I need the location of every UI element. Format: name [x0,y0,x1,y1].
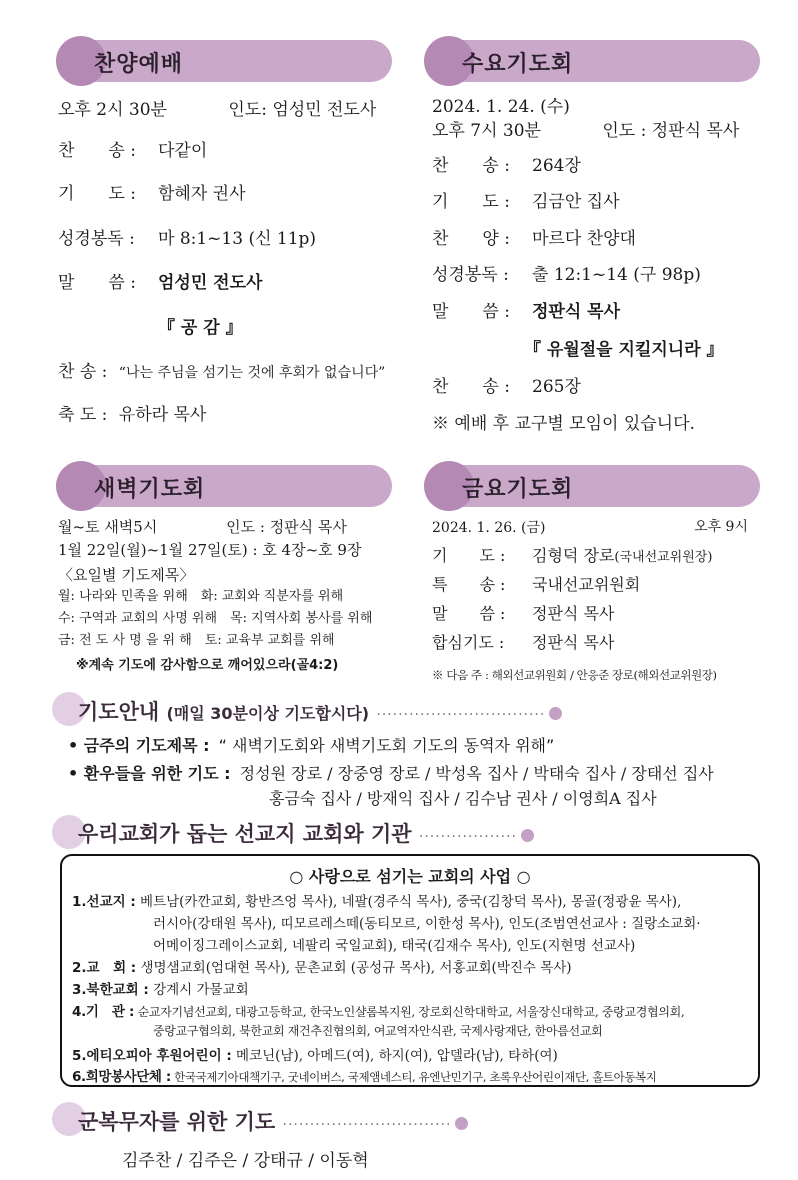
weekly-prayer-label: • 금주의 기도제목 : [68,736,210,755]
patients-line-2: 홍금숙 집사 / 방재익 집사 / 김수남 권사 / 이영희A 집사 [269,789,657,808]
sunday-worship-title: 찬양예배 [94,52,184,77]
missions-box-title: ○ 사랑으로 섬기는 교회의 사업 ○ [289,867,531,886]
prayer-guide-end-dot [549,707,562,720]
wednesday-time: 오후 7시 30분 [432,121,541,141]
dawn-topic-row: 금: 전 도 사 명 을 위 해 토: 교육부 교회를 위해 [58,633,335,648]
friday-item: 기 도 : 김형덕 장로(국내선교위원장) [432,546,713,565]
military-end-dot [455,1117,468,1130]
military-title: 군복무자를 위한 기도 [78,1110,276,1134]
wednesday-closing-hymn: 찬 송 : 265장 [432,377,581,397]
sunday-worship-header [62,40,392,82]
prayer-guide-title: 기도안내 [78,700,160,724]
mission-row-cont: 어메이징그레이스교회, 네팔리 국일교회), 태국(김재수 목사), 인도(지현명 선교사) [153,938,636,954]
sunday-worship-item: 성경봉독 : 마 8:1~13 (신 11p) [58,229,317,249]
sunday-benediction-value: 유하라 목사 [118,405,207,425]
mission-row: 2.교 회 : 생명샘교회(엄대현 목사), 문촌교회 (공성규 목사), 서홍교회(박진수 목사) [72,960,572,976]
mission-row: 1.선교지 : 베트남(카깐교회, 황반즈엉 목사), 네팔(경주식 목사), 중국(김창덕 목사), 몽골(정광윤 목사), [72,894,682,910]
dawn-leader: 인도 : 정판식 목사 [226,518,347,536]
sunday-worship-time: 오후 2시 30분 [58,100,167,120]
patients-line-1: 정성원 장로 / 장중영 장로 / 박성옥 집사 / 박태숙 집사 / 장태선 집사 [239,764,714,783]
friday-time: 오후 9시 [694,519,748,535]
sunday-hymn-label: 찬 송 : [58,362,108,382]
sunday-worship-item: 말 씀 : 엄성민 전도사 [58,273,263,293]
dawn-prayer-header [62,465,392,507]
dawn-topics-title: 〈요일별 기도제목〉 [58,566,195,584]
friday-date: 2024. 1. 26. (금) [432,520,546,536]
missions-end-dot [521,829,534,842]
wednesday-item: 찬 양 : 마르다 찬양대 [432,229,636,249]
friday-item: 합심기도 : 정판식 목사 [432,633,615,652]
dawn-schedule: 월~토 새벽5시 [58,518,158,536]
sunday-worship-item: 기 도 : 함혜자 권사 [58,184,246,204]
mission-row-cont: 러시아(강태원 목사), 띠모르레스떼(동티모르, 이한성 목사), 인도(조범연선교사 : 질랑소교회· [153,916,701,932]
wednesday-prayer-title: 수요기도회 [462,52,574,77]
sunday-worship-item: 찬 송 : 다같이 [58,141,208,161]
mission-row-cont: 중랑교구협의회, 북한교회 재건추진협의회, 여교역자안식관, 국제사랑재단, 한아름선교회 [153,1024,603,1038]
dawn-topic-row: 수: 구역과 교회의 사명 위해 목: 지역사회 봉사를 위해 [58,611,373,626]
wednesday-prayer-header [430,40,760,82]
friday-prayer-title: 금요기도회 [462,477,574,502]
wednesday-sermon-title: 『 유월절을 지킬지니라 』 [524,340,724,360]
mission-row: 6.희망봉사단체 : 한국국제기아대책기구, 굿네이버스, 국제앰네스티, 유엔난민기구, 초록우산어린이재단, 홀트아동복지 [72,1069,657,1085]
missions-title: 우리교회가 돕는 선교지 교회와 기관 [78,822,412,846]
military-header: 군복무자를 위한 기도 ······························· [78,1106,468,1136]
wednesday-date: 2024. 1. 24. (수) [432,97,570,117]
wednesday-note: ※ 예배 후 교구별 모임이 있습니다. [432,414,695,434]
prayer-guide-header: 기도안내 (매일 30분이상 기도합시다) ······························· [78,696,562,726]
wednesday-item: 찬 송 : 264장 [432,156,581,176]
wednesday-item: 기 도 : 김금안 집사 [432,192,620,212]
wednesday-item: 성경봉독 : 출 12:1~14 (구 98p) [432,265,701,285]
friday-item: 특 송 : 국내선교위원회 [432,575,641,594]
dawn-prayer-title: 새벽기도회 [94,477,206,502]
sunday-worship-leader: 인도: 엄성민 전도사 [228,100,377,120]
friday-item: 말 씀 : 정판식 목사 [432,604,615,623]
military-names: 김주찬 / 김주은 / 강태규 / 이동혁 [122,1151,369,1171]
mission-row: 5.에티오피아 후원어린이 : 메코닌(남), 아메드(여), 하지(여), 압델라(남), 타하(여) [72,1048,558,1064]
friday-prayer-header [430,465,760,507]
weekly-prayer-value: “ 새벽기도회와 새벽기도회 기도의 동역자 위해” [218,736,555,755]
patients-prayer-label: • 환우들을 위한 기도 : [68,764,231,783]
wednesday-leader: 인도 : 정판식 목사 [602,121,740,141]
friday-next-week: ※ 다음 주 : 해외선교위원회 / 안응준 장로(해외선교위원장) [432,668,717,682]
missions-header: 우리교회가 돕는 선교지 교회와 기관 ·················· [78,818,534,848]
wednesday-item: 말 씀 : 정판식 목사 [432,302,621,322]
dawn-verse: ※계속 기도에 감사함으로 깨어있으라(골4:2) [76,658,339,673]
sunday-benediction-label: 축 도 : [58,405,108,425]
dawn-topic-row: 월: 나라와 민족을 위해 화: 교회와 직분자를 위해 [58,589,344,604]
mission-row: 4.기 관 : 순교자기념선교회, 대광고등학교, 한국노인샬롬복지원, 장로회신학대학교, 서울장신대학교, 중랑교경협의회, [72,1004,685,1020]
sunday-hymn-value: “나는 주님을 섬기는 것에 후회가 없습니다” [118,365,386,381]
mission-row: 3.북한교회 : 강계시 가물교회 [72,982,249,998]
prayer-guide-subtitle: (매일 30분이상 기도합시다) [166,704,370,723]
dawn-dates: 1월 22일(월)~1월 27일(토) : 호 4장~호 9장 [58,541,362,559]
missions-box [60,854,760,1087]
sunday-sermon-title: 『 공 감 』 [158,318,243,338]
